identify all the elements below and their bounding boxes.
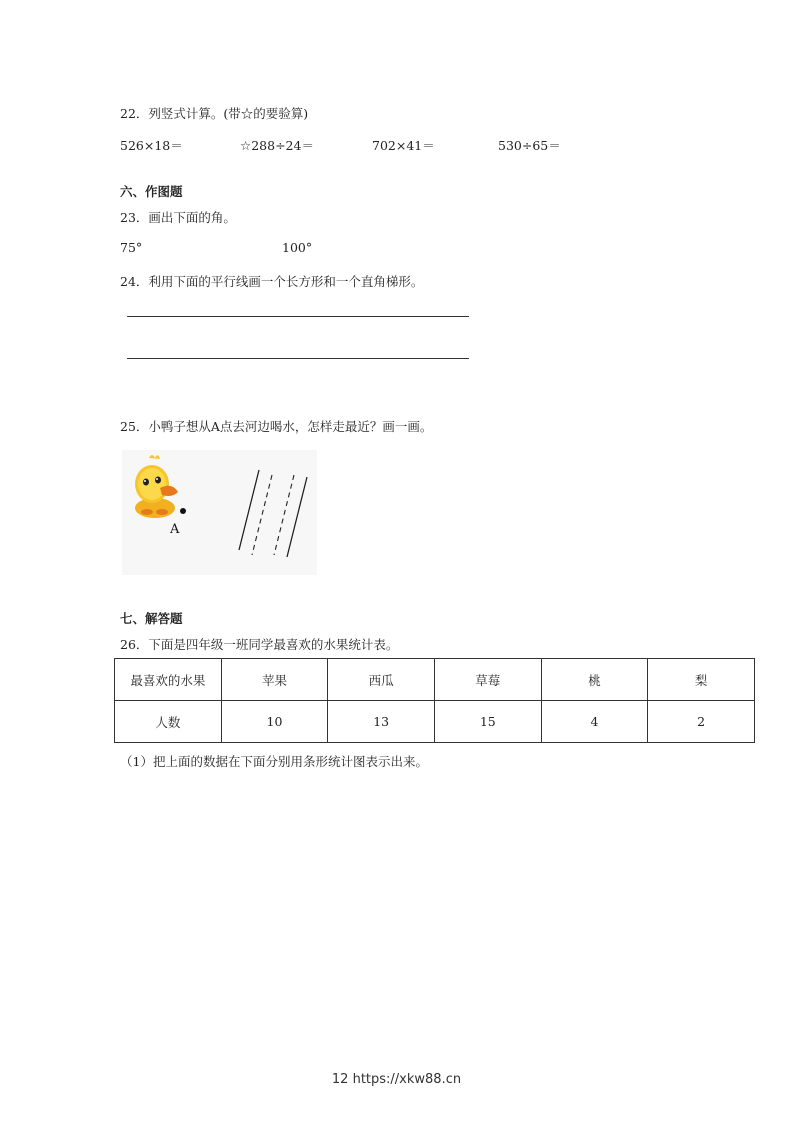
q22-title: 22．列竖式计算。(带☆的要验算): [120, 106, 309, 121]
q22-item-3: 702×41＝: [372, 138, 435, 153]
q25-title: 25．小鸭子想从A点去河边喝水，怎样走最近？画一画。: [120, 419, 433, 434]
page-footer: 12 https://xkw88.cn: [331, 1072, 462, 1087]
table-cell: 人数: [115, 701, 222, 743]
table-row: [115, 701, 755, 743]
duck-river-drawing: [122, 450, 317, 575]
section-7-heading: 七、解答题: [120, 611, 183, 626]
q23-angle-75: 75°: [120, 240, 143, 255]
table-cell: 桃: [541, 659, 648, 701]
point-a-label: A: [170, 522, 180, 537]
table-cell: 15: [434, 701, 541, 743]
table-cell: 梨: [648, 659, 755, 701]
q23-angle-100: 100°: [282, 240, 313, 255]
table-cell: 4: [541, 701, 648, 743]
river-bank-right: [287, 477, 307, 557]
duck-river-figure: [122, 450, 317, 575]
table-cell: 2: [648, 701, 755, 743]
q23-title: 23．画出下面的角。: [120, 210, 236, 225]
q22-item-2: ☆288÷24＝: [240, 138, 314, 153]
table-cell: 草莓: [434, 659, 541, 701]
point-a-dot: [180, 508, 186, 514]
duck-icon: [135, 455, 178, 518]
table-cell: 13: [328, 701, 435, 743]
fruit-table: [114, 658, 755, 743]
parallel-line-top: [127, 316, 469, 317]
table-cell: 10: [221, 701, 328, 743]
q26-sub-1: （1）把上面的数据在下面分别用条形统计图表示出来。: [120, 754, 428, 769]
table-cell: 苹果: [221, 659, 328, 701]
q24-title: 24．利用下面的平行线画一个长方形和一个直角梯形。: [120, 274, 424, 289]
parallel-line-bottom: [127, 358, 469, 359]
table-row: [115, 659, 755, 701]
q26-title: 26．下面是四年级一班同学最喜欢的水果统计表。: [120, 637, 399, 652]
q22-item-1: 526×18＝: [120, 138, 183, 153]
q22-item-4: 530÷65＝: [498, 138, 561, 153]
table-cell: 西瓜: [328, 659, 435, 701]
section-6-heading: 六、作图题: [120, 184, 183, 199]
table-cell: 最喜欢的水果: [115, 659, 222, 701]
